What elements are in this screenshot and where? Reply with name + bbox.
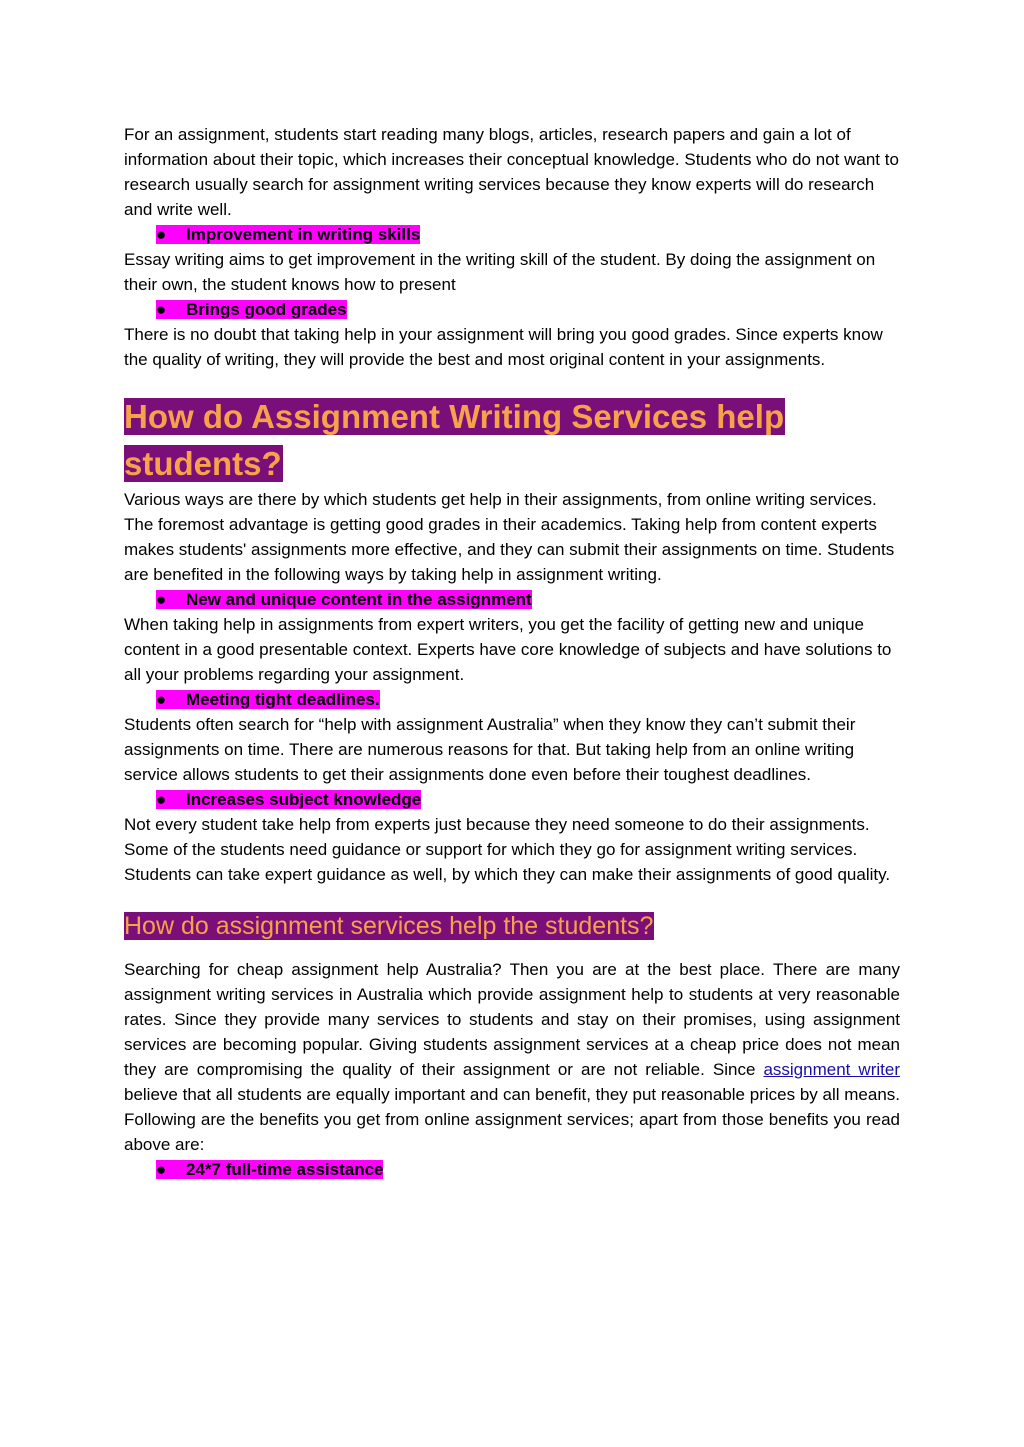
body-paragraph: Students often search for “help with assignment Australia” when they know they can’t submit their assignments on time. There are numerous reasons for that. But taking help from an online writing service allows students to get their assignments done even before their toughest deadlines. (124, 715, 856, 784)
assignment-writer-link[interactable]: assignment writer (763, 1060, 900, 1079)
highlighted-bullet (156, 590, 532, 609)
subsection-heading-text: How do assignment services help the students? (124, 912, 654, 940)
bullet-label: Increases subject knowledge (186, 790, 422, 809)
body-paragraph: When taking help in assignments from expert writers, you get the facility of getting new and unique content in a good presentable context. Experts have core knowledge of subjects and have solutions to all your problems regarding your assignment. (124, 615, 892, 684)
body-paragraph: Various ways are there by which students get help in their assignments, from online writing services. The foremost advantage is getting good grades in their academics. Taking help from content experts makes students' assignments more effective, and they can submit their assignments on time. Students are benefited in the following ways by taking help in assignment writing. (124, 490, 895, 584)
bullet-label: Brings good grades (186, 300, 347, 319)
bullet-item (124, 297, 900, 322)
highlighted-bullet (156, 1160, 383, 1179)
section-heading (124, 393, 900, 487)
bullet-icon: ● (156, 590, 167, 609)
document-content (124, 122, 900, 1182)
highlighted-bullet (156, 790, 421, 809)
body-paragraph-with-link (124, 957, 900, 1157)
heading-line-1: How do Assignment Writing Services help (124, 398, 785, 435)
bullet-item (124, 687, 900, 712)
bullet-item (124, 222, 900, 247)
highlighted-bullet (156, 300, 347, 319)
bullet-label: 24*7 full-time assistance (186, 1160, 384, 1179)
bullet-item (124, 787, 900, 812)
bullet-icon: ● (156, 690, 167, 709)
highlighted-bullet (156, 690, 380, 709)
text-after-link: believe that all students are equally important and can benefit, they put reasonable prices by all means. Following are the benefits you get from online assignment services; apart from those benefits you read above are: (124, 1085, 900, 1154)
bullet-icon: ● (156, 1160, 167, 1179)
bullet-item (124, 587, 900, 612)
body-paragraph: There is no doubt that taking help in your assignment will bring you good grades. Since experts know the quality of writing, they will provide the best and most original content in your assignments. (124, 325, 883, 369)
bullet-icon: ● (156, 790, 167, 809)
highlighted-bullet (156, 225, 420, 244)
heading-line-2: students? (124, 445, 282, 482)
body-paragraph: Essay writing aims to get improvement in the writing skill of the student. By doing the assignment on their own, the student knows how to present (124, 250, 876, 294)
bullet-icon: ● (156, 300, 167, 319)
bullet-icon: ● (156, 225, 167, 244)
bullet-item (124, 1157, 900, 1182)
bullet-label: Improvement in writing skills (186, 225, 421, 244)
bullet-label: New and unique content in the assignment (186, 590, 532, 609)
subsection-heading (124, 911, 900, 941)
bullet-label: Meeting tight deadlines. (186, 690, 380, 709)
intro-paragraph: For an assignment, students start reading many blogs, articles, research papers and gain a lot of information about their topic, which increases their conceptual knowledge. Students who do not want to research usually search for assignment writing services because they know experts will do research and write well. (124, 125, 899, 219)
body-paragraph: Not every student take help from experts just because they need someone to do their assignments. Some of the students need guidance or support for which they go for assignment writing services. Students can take expert guidance as well, by which they can make their assignments of good quality. (124, 815, 891, 884)
text-before-link: Searching for cheap assignment help Australia? Then you are at the best place. There are many assignment writing services in Australia which provide assignment help to students at very reasonable rates. Since they provide many services to students and stay on their promises, using assignment services are becoming popular. Giving students assignment services at a cheap price does not mean they are compromising the quality of their assignment or are not reliable. Since (124, 960, 900, 1079)
